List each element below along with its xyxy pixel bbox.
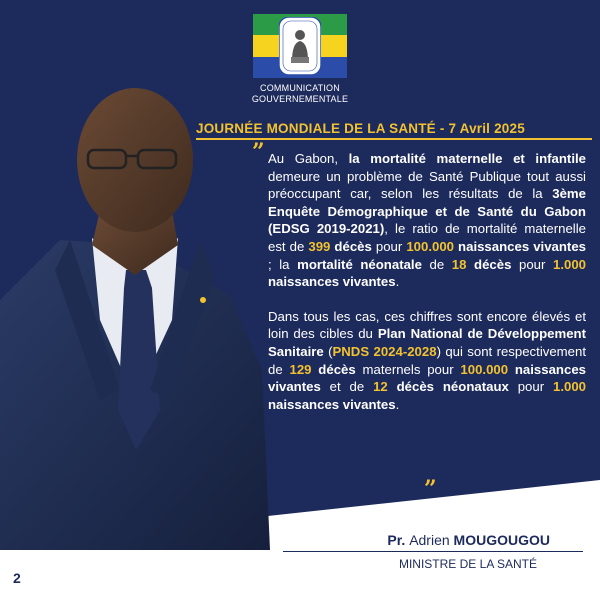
caption-line1: COMMUNICATION <box>260 83 340 93</box>
signature-title: MINISTRE DE LA SANTÉ <box>398 557 537 571</box>
page-heading: JOURNÉE MONDIALE DE LA SANTÉ - 7 Avril 2025 <box>196 121 525 136</box>
caption-line2: GOUVERNEMENTALE <box>251 94 349 104</box>
signature-divider <box>283 551 583 552</box>
gabon-coat-of-arms-seal-icon <box>279 17 321 75</box>
quote-body <box>268 150 586 413</box>
quote-close-mark: ” <box>424 476 437 502</box>
signature-last-name: MOUGOUGOU <box>453 532 550 548</box>
page-number: 2 <box>13 570 21 586</box>
quote-open-mark: ” <box>252 139 265 165</box>
minister-portrait <box>0 70 290 550</box>
signature-first-name: Adrien <box>409 532 450 548</box>
signature-prefix: Pr. <box>387 532 406 548</box>
paragraph-2: Dans tous les cas, ces chiffres sont encore élevés et loin des cibles du Plan National de Développement Sanitaire (PNDS 2024-2028) qui sont respectivement de 129 décès maternels pour 100.000 naissances vivantes et de 12 décès néonataux pour 1.000 naissances vivantes. <box>268 308 586 412</box>
signature-name <box>300 532 550 548</box>
paragraph-1: Au Gabon, la mortalité maternelle et infantile demeure un problème de Santé Publique tout aussi préoccupant car, selon les résultats de la 3ème Enquête Démographique et de Santé du Gabon (EDSG 2019-2021), le ratio de mortalité maternelle est de 399 décès pour 100.000 naissances vivantes ; la mortalité néonatale de 18 décès pour 1.000 naissances vivantes. <box>268 151 587 290</box>
